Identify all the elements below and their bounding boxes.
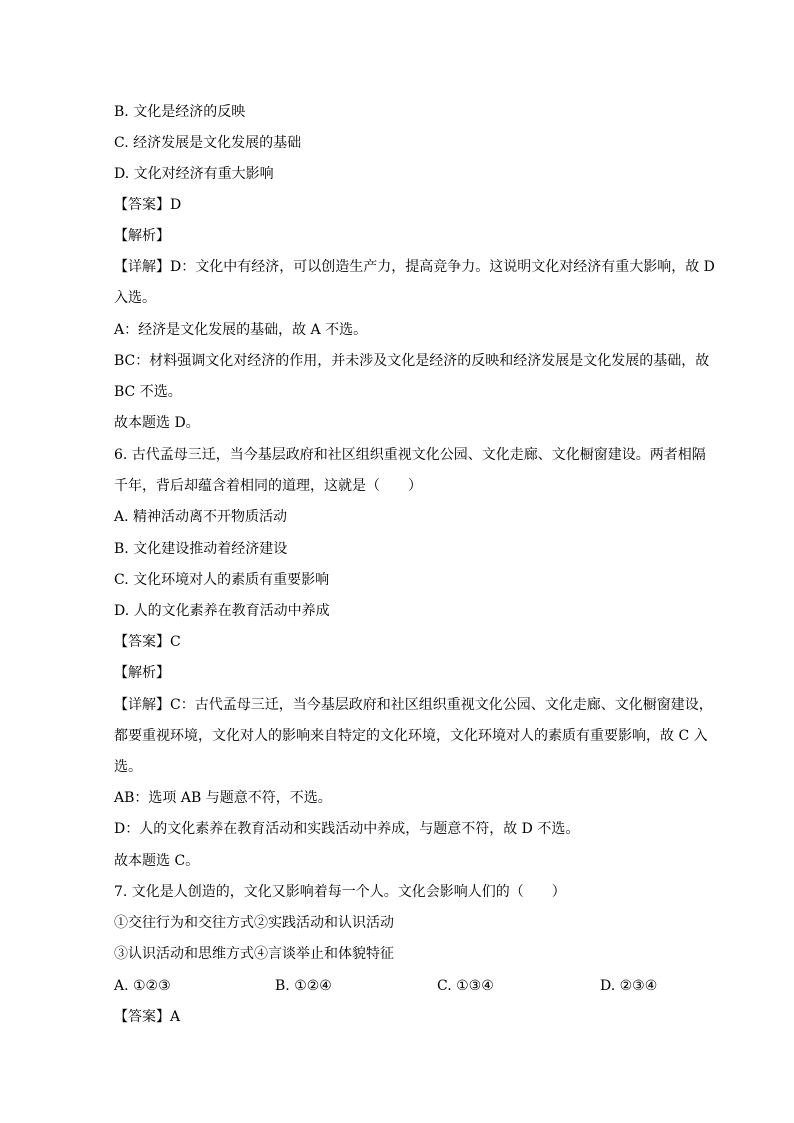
q7-option-b: B. ①②④ [275,978,332,994]
q6-stem-line-2: 千年，背后却蕴含着相同的道理，这就是（ ） [114,478,422,494]
q7-items-line-2: ③认识活动和思维方式④言谈举止和体貌特征 [114,946,394,962]
q7-items-line-1: ①交往行为和交往方式②实践活动和认识活动 [114,915,394,931]
q7-stem: 7. 文化是人创造的，文化又影响着每一个人。文化会影响人们的（ ） [114,884,566,900]
q6-answer: 【答案】C [114,634,181,650]
q5-option-b: B. 文化是经济的反映 [114,104,246,120]
q7-option-d: D. ②③④ [600,978,658,994]
q7-option-a: A. ①②③ [114,978,171,994]
q6-detail-line-1: 【详解】C：古代孟母三迁，当今基层政府和社区组织重视文化公园、文化走廊、文化橱窗建设， [114,697,713,713]
q6-analysis-heading: 【解析】 [114,665,170,681]
q5-detail-line-2: 入选。 [114,290,156,306]
q6-option-d: D. 人的文化素养在教育活动中养成 [114,603,330,619]
q5-detail-line-1: 【详解】D：文化中有经济，可以创造生产力，提高竞争力。这说明文化对经济有重大影响，故 D [114,259,715,275]
q6-detail-line-3: 选。 [114,759,142,775]
q5-note-a: A：经济是文化发展的基础，故 A 不选。 [114,322,368,338]
q5-answer: 【答案】D [114,197,182,213]
q5-option-c: C. 经济发展是文化发展的基础 [114,135,302,151]
q5-option-d: D. 文化对经济有重大影响 [114,166,274,182]
q6-stem-line-1: 6. 古代孟母三迁，当今基层政府和社区组织重视文化公园、文化走廊、文化橱窗建设。两者相隔 [114,447,706,463]
q6-option-c: C. 文化环境对人的素质有重要影响 [114,572,330,588]
q6-detail-line-2: 都要重视环境，文化对人的影响来自特定的文化环境，文化环境对人的素质有重要影响，故 C 入 [114,728,708,744]
q5-analysis-heading: 【解析】 [114,228,170,244]
q6-option-b: B. 文化建设推动着经济建设 [114,541,288,557]
q6-note-ab: AB：选项 AB 与题意不符，不选。 [114,790,332,806]
q5-conclusion: 故本题选 D。 [114,415,200,431]
q6-option-a: A. 精神活动离不开物质活动 [114,509,288,525]
q5-note-bc-line-2: BC 不选。 [114,384,182,400]
q7-option-c: C. ①③④ [437,978,494,994]
q6-conclusion: 故本题选 C。 [114,853,200,869]
q6-note-d: D：人的文化素养在教育活动和实践活动中养成，与题意不符，故 D 不选。 [114,821,580,837]
q5-note-bc-line-1: BC：材料强调文化对经济的作用，并未涉及文化是经济的反映和经济发展是文化发展的基础，故 [114,353,710,369]
q7-answer: 【答案】A [114,1009,181,1025]
